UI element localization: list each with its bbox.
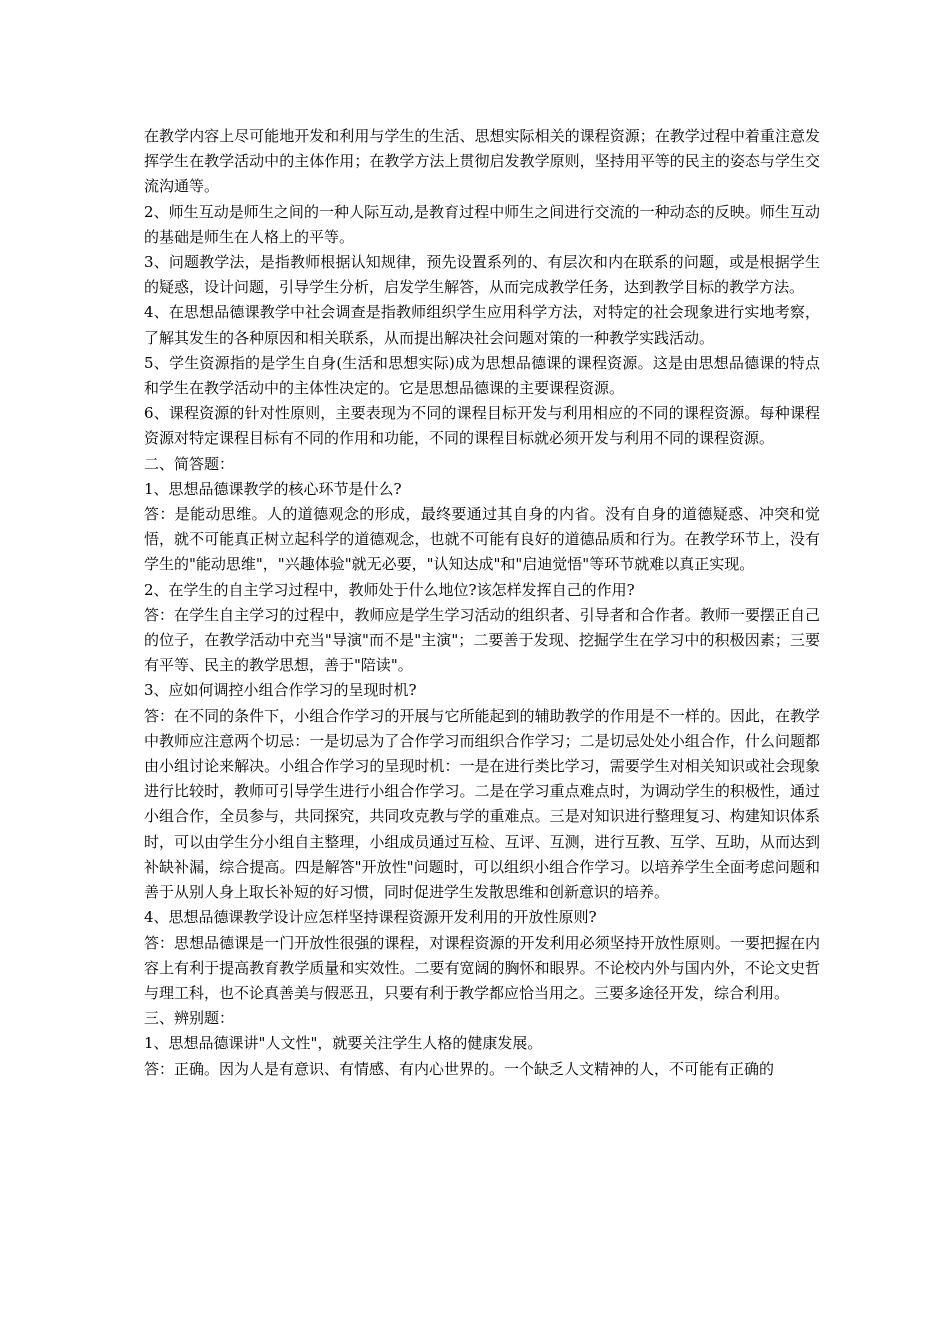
paragraph-definition-4: 4、在思想品德课教学中社会调查是指教师组织学生应用科学方法，对特定的社会现象进行实地考察，了解其发生的各种原因和相关联系，从而提出解决社会问题对策的一种教学实践活动。 xyxy=(144,303,820,347)
answer-3: 答：在不同的条件下，小组合作学习的开展与它所能起到的辅助教学的作用是不一样的。因此，在教学中教师应注意两个切忌：一是切忌为了合作学习而组织合作学习；二是切忌处处小组合作，什么问题都由小组讨论来解决。小组合作学习的呈现时机：一是在进行类比学习，需要学生对相关知识或社会现象进行比较时，教师可引导学生进行小组合作学习。二是在学习重点难点时，为调动学生的积极性，通过小组合作，全员参与，共同探究，共同攻克教与学的重难点。三是对知识进行整理复习、构建知识体系时，可以由学生分小组自主整理，小组成员通过互检、互评、互测，进行互教、互学、互助，从而达到补缺补漏，综合提高。四是解答"开放性"问题时，可以组织小组合作学习。以培养学生全面考虑问题和善于从别人身上取长补短的好习惯，同时促进学生发散思维和创新意识的培养。 xyxy=(144,706,820,902)
paragraph-definition-5: 5、学生资源指的是学生自身(生活和思想实际)成为思想品德课的课程资源。这是由思想品德课的特点和学生在教学活动中的主体性决定的。它是思想品德课的主要课程资源。 xyxy=(144,353,820,398)
question-3: 3、应如何调控小组合作学习的呈现时机? xyxy=(144,681,417,700)
question-4: 4、思想品德课教学设计应怎样坚持课程资源开发利用的开放性原则? xyxy=(144,908,597,927)
paragraph-definition-2: 2、师生互动是师生之间的一种人际互动,是教育过程中师生之间进行交流的一种动态的反映。师生互动的基础是师生在人格上的平等。 xyxy=(144,202,820,246)
answer-1: 答：是能动思维。人的道德观念的形成，最终要通过其自身的内省。没有自身的道德疑惑、冲突和觉悟，就不可能真正树立起科学的道德观念，也就不可能有良好的道德品质和行为。在教学环节上，没有学生的"能动思维"，"兴趣体验"就无必要，"认知达成"和"启迪觉悟"等环节就难以真正实现。 xyxy=(144,505,820,574)
question-1: 1、思想品德课教学的核心环节是什么? xyxy=(144,479,402,498)
discrimination-answer-1: 答：正确。因为人是有意识、有情感、有内心世界的。一个缺乏人文精神的人，不可能有正确的 xyxy=(144,1059,775,1078)
question-2: 2、在学生的自主学习过程中，教师处于什么地位?该怎样发挥自己的作用? xyxy=(144,580,635,599)
paragraph-definition-3: 3、问题教学法，是指教师根据认知规律，预先设置系列的、有层次和内在联系的问题，或是根据学生的疑惑，设计问题，引导学生分析，启发学生解答，从而完成教学任务，达到教学目标的教学方法。 xyxy=(144,253,820,297)
document-body xyxy=(144,124,820,1082)
paragraph-definition-6: 6、课程资源的针对性原则，主要表现为不同的课程目标开发与利用相应的不同的课程资源。每种课程资源对特定课程目标有不同的作用和功能，不同的课程目标就必须开发与利用不同的课程资源。 xyxy=(144,404,820,448)
paragraph-intro-continuation: 在教学内容上尽可能地开发和利用与学生的生活、思想实际相关的课程资源；在教学过程中着重注意发挥学生在教学活动中的主体作用；在教学方法上贯彻启发教学原则，坚持用平等的民主的姿态与学生交流沟通等。 xyxy=(144,127,820,196)
discrimination-question-1: 1、思想品德课讲"人文性"，就要关注学生人格的健康发展。 xyxy=(144,1034,543,1053)
section-heading-short-answer: 二、简答题： xyxy=(144,454,235,473)
answer-2: 答：在学生自主学习的过程中，教师应是学生学习活动的组织者、引导者和合作者。教师一要摆正自己的位子，在教学活动中充当"导演"而不是"主演"；二要善于发现、挖掘学生在学习中的积极因素；三要有平等、民主的教学思想，善于"陪读"。 xyxy=(144,605,820,675)
section-heading-discrimination: 三、辨别题： xyxy=(144,1009,235,1028)
answer-4: 答：思想品德课是一门开放性很强的课程，对课程资源的开发利用必须坚持开放性原则。一要把握在内容上有利于提高教育教学质量和实效性。二要有宽阔的胸怀和眼界。不论校内外与国内外，不论文史哲与理工科，也不论真善美与假恶丑，只要有利于教学都应恰当用之。三要多途径开发，综合利用。 xyxy=(144,933,820,1002)
